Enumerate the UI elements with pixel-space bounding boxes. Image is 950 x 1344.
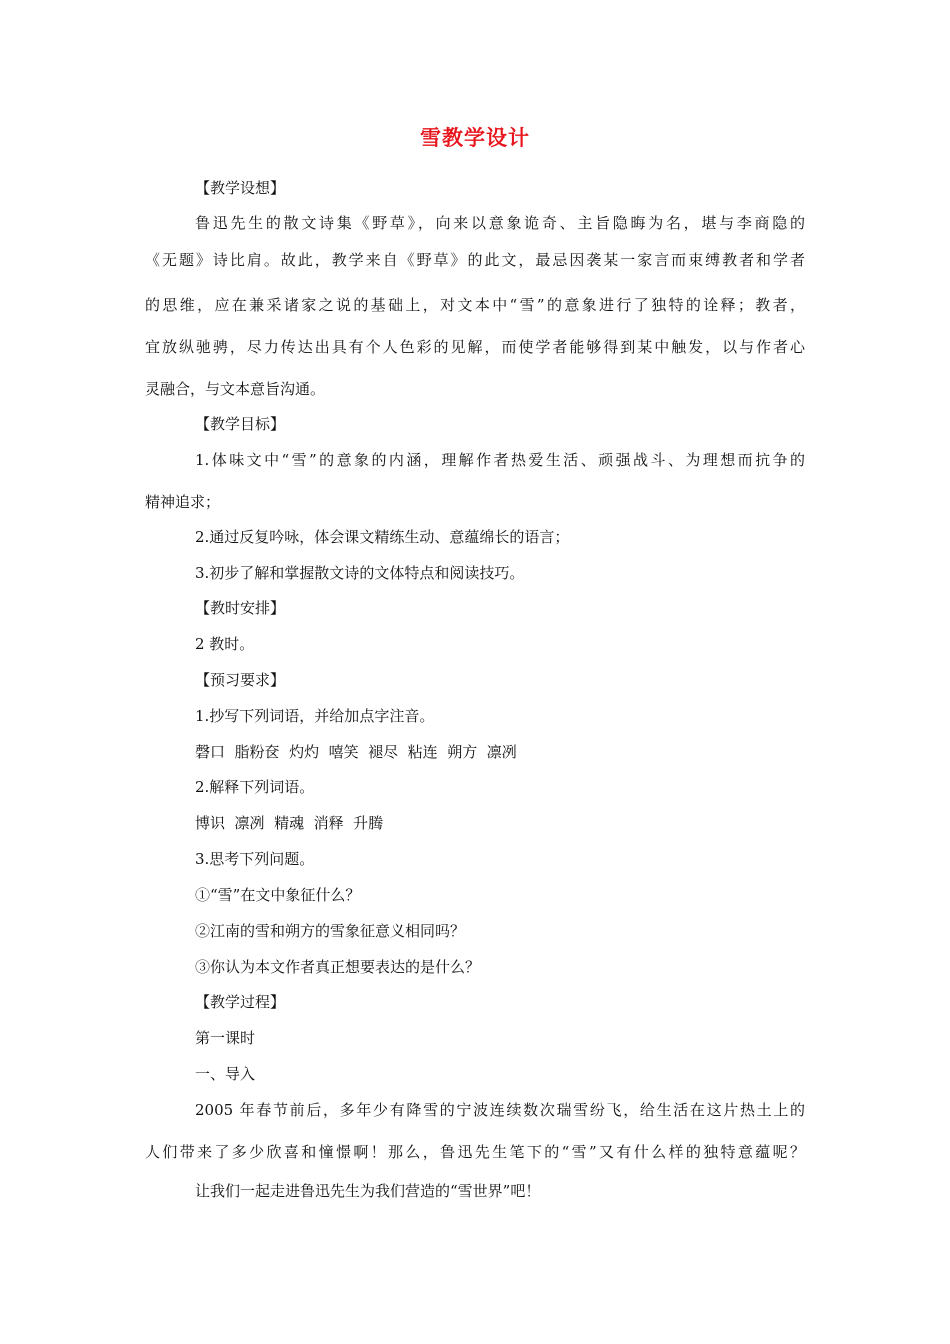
paragraph-line: 的思维，应在兼采诸家之说的基础上，对文本中“雪”的意象进行了独特的诠释；教者， <box>145 296 805 314</box>
list-item: 1.抄写下列词语，并给加点字注音。 <box>195 707 435 725</box>
section-heading-preview: 【预习要求】 <box>195 671 286 689</box>
list-item: 2.解释下列词语。 <box>195 778 315 796</box>
paragraph-line: 人们带来了多少欣喜和憧憬啊！那么，鲁迅先生笔下的“雪”又有什么样的独特意蕴呢？ <box>145 1143 805 1161</box>
list-item: 3.初步了解和掌握散文诗的文体特点和阅读技巧。 <box>195 564 525 582</box>
section-heading-teaching-idea: 【教学设想】 <box>195 179 286 197</box>
question-item: ②江南的雪和朔方的雪象征意义相同吗？ <box>195 922 466 940</box>
document-title: 雪教学设计 <box>420 126 530 150</box>
list-item: 1.体味文中“雪”的意象的内涵，理解作者热爱生活、顽强战斗、为理想而抗争的 <box>195 451 805 469</box>
word-list: 博识 凛冽 精魂 消释 升腾 <box>195 814 384 832</box>
paragraph-line: 2005 年春节前后，多年少有降雪的宁波连续数次瑞雪纷飞，给生活在这片热土上的 <box>195 1101 805 1119</box>
list-item: 2.通过反复吟咏，体会课文精练生动、意蕴绵长的语言； <box>195 528 570 546</box>
section-heading-teaching-goals: 【教学目标】 <box>195 415 286 433</box>
paragraph-line: 宜放纵驰骋，尽力传达出具有个人色彩的见解，而使学者能够得到某中触发，以与作者心 <box>145 338 805 356</box>
paragraph-line: 灵融合，与文本意旨沟通。 <box>145 380 326 398</box>
paragraph-line: 2 教时。 <box>195 635 255 653</box>
word-list: 磬口 脂粉奁 灼灼 嘻笑 褪尽 粘连 朔方 凛冽 <box>195 743 517 761</box>
paragraph-line: 让我们一起走进鲁迅先生为我们营造的“雪世界”吧！ <box>195 1182 541 1200</box>
question-item: ①“雪”在文中象征什么？ <box>195 886 361 904</box>
paragraph-line: 鲁迅先生的散文诗集《野草》，向来以意象诡奇、主旨隐晦为名，堪与李商隐的 <box>195 214 805 232</box>
list-item-continuation: 精神追求； <box>145 493 221 511</box>
paragraph-line: 《无题》诗比肩。故此，教学来自《野草》的此文，最忌因袭某一家言而束缚教者和学者 <box>145 251 805 269</box>
question-item: ③你认为本文作者真正想要表达的是什么？ <box>195 958 481 976</box>
section-heading-schedule: 【教时安排】 <box>195 599 286 617</box>
subheading-introduction: 一、导入 <box>195 1065 256 1083</box>
subheading-first-lesson: 第一课时 <box>195 1029 256 1047</box>
section-heading-process: 【教学过程】 <box>195 993 286 1011</box>
list-item: 3.思考下列问题。 <box>195 850 315 868</box>
